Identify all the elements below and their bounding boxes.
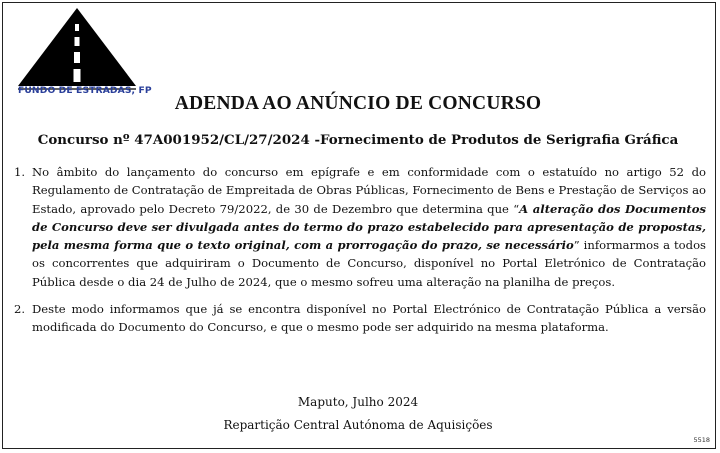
list-item-number: 2. (14, 302, 26, 317)
list-item-number: 1. (14, 165, 26, 179)
publication-code: 5518 (693, 436, 710, 444)
page-title: ADENDA AO ANÚNCIO DE CONCURSO (174, 93, 542, 114)
list-item (14, 300, 706, 337)
logo-text: FUNDO DE ESTRADAS, FP (18, 85, 152, 96)
list-item (14, 163, 706, 291)
list-item-text: No âmbito do lançamento do concurso em epígrafe e em conformidade com o estatuído no artigo 52 do Regulamento de Contratação de Empreitada de Obras Públicas, Fornecimento de Bens e Prestação de Serviços ao Estado, aprovado pelo Decreto 79/2022, de 30 de Dezembro que determina que “ (32, 165, 706, 216)
numbered-list (14, 163, 706, 337)
list-item-text: Deste modo informamos que já se encontra disponível no Portal Electrónico de Contratação Pública a versão modificada do Documento do Concurso, e que o mesmo pode ser adquirido na mesma plataforma. (32, 302, 706, 335)
list-item-text-continued: ” informarmos a todos os concorrentes que adquiriram o Documento de Concurso, disponível no Portal Eletrónico de Contratação Pública desde o dia 24 de Julho de 2024, que o mesmo sofreu uma alteração na planilha de preços. (32, 238, 707, 289)
agency-name: Repartição Central Autónoma de Aquisições (223, 418, 493, 432)
regulation-quote: A alteração dos Documentos de Concurso deve ser divulgada antes do termo do prazo estabelecido para apresentação de propostas, pela mesma forma que o texto original, com a prorrogação do prazo, se necessário (32, 201, 706, 253)
tender-subtitle: Concurso nº 47A001952/CL/27/2024 -Fornecimento de Produtos de Serigrafia Gráfica (37, 132, 679, 148)
place-date: Maputo, Julho 2024 (297, 395, 419, 409)
